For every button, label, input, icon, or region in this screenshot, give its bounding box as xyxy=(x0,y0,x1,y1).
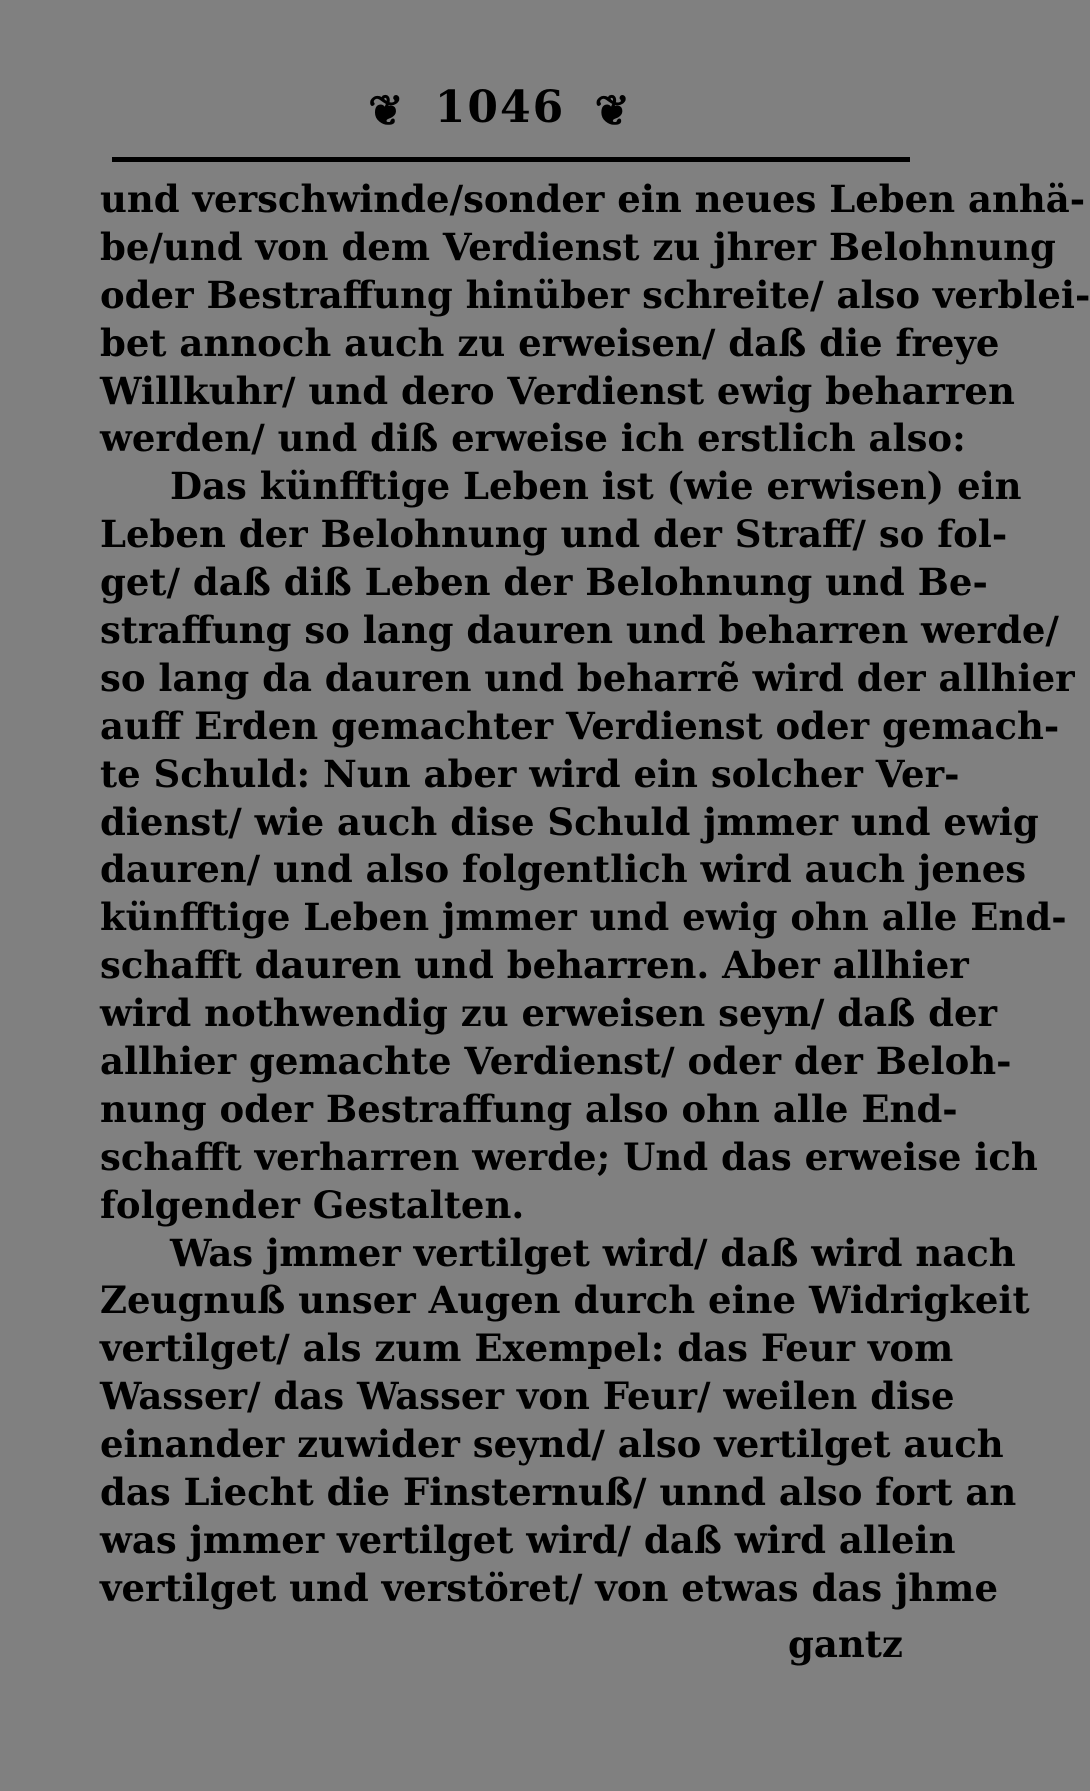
header-rule xyxy=(112,157,910,162)
text-line: vertilget/ als zum Exempel: das Feur vom xyxy=(100,1326,954,1371)
text-line: straffung so lang dauren und beharren werde/ xyxy=(100,608,1059,653)
text-line: das Liecht die Finsternuß/ unnd also fort an xyxy=(100,1470,1017,1515)
page-header xyxy=(0,82,1000,135)
text-line: auff Erden gemachter Verdienst oder gemach- xyxy=(100,703,1060,748)
text-line: wird nothwendig zu erweisen seyn/ daß der xyxy=(100,991,998,1036)
text-line: dienst/ wie auch dise Schuld jmmer und ewig xyxy=(100,799,1039,844)
text-line: und verschwinde/sonder ein neues Leben anhä- xyxy=(100,177,1086,221)
text-line: werden/ und diß erweise ich erstlich also: xyxy=(100,416,966,461)
text-line: dauren/ und also folgentlich wird auch jenes xyxy=(100,847,1027,892)
page-number: 1046 xyxy=(434,82,566,133)
text-line: einander zuwider seynd/ also vertilget auch xyxy=(100,1422,1004,1467)
text-line: allhier gemachte Verdienst/ oder der Beloh- xyxy=(100,1039,1012,1084)
right-ornament-icon: ❦ xyxy=(594,85,632,135)
text-line: be/und von dem Verdienst zu jhrer Belohnung xyxy=(100,224,1056,269)
text-line: schafft dauren und beharren. Aber allhier xyxy=(100,943,969,988)
text-line: te Schuld: Nun aber wird ein solcher Ver- xyxy=(100,751,960,796)
text-line: künfftige Leben jmmer und ewig ohn alle End- xyxy=(100,895,1067,940)
text-line: so lang da dauren und beharrẽ wird der allhier xyxy=(100,655,1075,700)
text-line: Wasser/ das Wasser von Feur/ weilen dise xyxy=(100,1374,955,1419)
text-line: schafft verharren werde; Und das erweise ich xyxy=(100,1134,1038,1179)
text-line: bet annoch auch zu erweisen/ daß die freye xyxy=(100,320,1000,365)
text-line: Was jmmer vertilget wird/ daß wird nach xyxy=(170,1230,1016,1275)
text-line: Leben der Belohnung und der Straff/ so fol- xyxy=(100,512,1008,557)
text-line: oder Bestraffung hinüber schreite/ also verblei- xyxy=(100,272,1090,317)
catchword: gantz xyxy=(788,1622,903,1666)
text-line: was jmmer vertilget wird/ daß wird allein xyxy=(100,1517,956,1562)
text-line: get/ daß diß Leben der Belohnung und Be- xyxy=(100,560,988,605)
left-ornament-icon: ❦ xyxy=(368,85,406,135)
text-line: Das künfftige Leben ist (wie erwisen) ein xyxy=(170,464,1022,509)
body-text xyxy=(100,176,1090,1613)
text-line: nung oder Bestraffung also ohn alle End- xyxy=(100,1086,958,1131)
text-line: vertilget und verstöret/ von etwas das jhme xyxy=(100,1565,998,1610)
text-line: Zeugnuß unser Augen durch eine Widrigkeit xyxy=(100,1278,1030,1323)
text-line: Willkuhr/ und dero Verdienst ewig beharren xyxy=(100,368,1015,413)
text-line: folgender Gestalten. xyxy=(100,1182,525,1227)
